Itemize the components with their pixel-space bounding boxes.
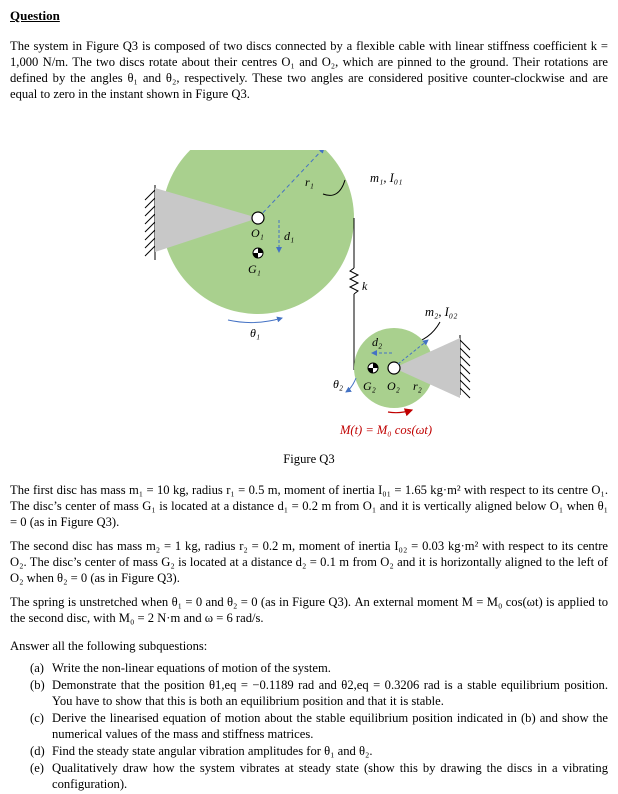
answer-intro: Answer all the following subquestions: xyxy=(10,639,208,653)
disc1-paragraph: The first disc has mass m₁ = 10 kg, radius r₁ = 0.5 m, moment of inertia I₀₁ = 1.65 kg·m² with respect to its centre O₁. The disc’s center of mass G₁ is located at a distance d₁ = 0.2 m from O₁ and it is vertically aligned below O₁ when θ₁ = 0 (as in Figure Q3). xyxy=(10,483,608,529)
subquestion-b xyxy=(30,677,608,709)
theta2-label: θ₂ xyxy=(333,377,344,391)
subquestion-label: (b) xyxy=(30,678,45,692)
d1-label: d₁ xyxy=(284,229,295,243)
subquestion-label: (e) xyxy=(30,761,44,775)
subquestion-e xyxy=(30,760,608,792)
m2-label: m₂, I₀₂ xyxy=(425,305,458,319)
subquestion-label: (a) xyxy=(30,661,44,675)
subquestion-text: Demonstrate that the position θ1,eq = −0.1189 rad and θ2,eq = 0.3206 rad is a stable equilibrium position. You have to show that this is both an equilibrium position and that it is stable. xyxy=(52,678,608,708)
subquestion-text: Qualitatively draw how the system vibrates at steady state (show this by drawing the discs in a vibrating configuration). xyxy=(52,761,608,791)
r1-label: r₁ xyxy=(305,175,314,189)
disc2-paragraph: The second disc has mass m₂ = 1 kg, radius r₂ = 0.2 m, moment of inertia I₀₂ = 0.03 kg·m² with respect to its centre O₂. The disc’s center of mass G₂ is located at a distance d₂ = 0.1 m from O₂ and it is horizontally aligned to the left of O₂ when θ₂ = 0 (as in Figure Q3). xyxy=(10,539,608,585)
subquestion-label: (c) xyxy=(30,711,44,725)
subquestion-c xyxy=(30,710,608,742)
subquestion-text: Derive the linearised equation of motion about the stable equilibrium position indicated in (b) and show the numerical values of the mass and stiffness matrices. xyxy=(52,711,608,741)
d2-label: d₂ xyxy=(372,335,383,349)
subquestion-list xyxy=(30,660,608,793)
figure-caption: Figure Q3 xyxy=(283,452,335,466)
g2-label: G₂ xyxy=(363,379,376,393)
o1-label: O₁ xyxy=(251,226,264,240)
right-ground-hatch xyxy=(460,335,470,398)
subquestion-a xyxy=(30,660,608,676)
subquestion-text: Write the non-linear equations of motion of the system. xyxy=(52,661,331,675)
spring-paragraph: The spring is unstretched when θ₁ = 0 and θ₂ = 0 (as in Figure Q3). An external moment M = M₀ cos(ωt) is applied to the second disc, with M₀ = 2 N·m and ω = 6 rad/s. xyxy=(10,595,608,625)
left-ground-hatch xyxy=(145,185,155,260)
subquestion-text: Find the steady state angular vibration amplitudes for θ₁ and θ₂. xyxy=(52,744,373,758)
theta1-arrow xyxy=(228,318,282,323)
g1-label: G₁ xyxy=(248,262,261,276)
moment-arrow xyxy=(388,410,412,413)
theta1-label: θ₁ xyxy=(250,326,261,340)
figure-q3 xyxy=(0,150,618,450)
o2-label: O₂ xyxy=(387,379,400,393)
k-label: k xyxy=(362,279,368,293)
r2-label: r₂ xyxy=(413,379,422,393)
moment-label: M(t) = M₀ cos(ωt) xyxy=(340,423,433,437)
o1-pin xyxy=(252,212,264,224)
intro-paragraph: The system in Figure Q3 is composed of two discs connected by a flexible cable with linear stiffness coefficient k = 1,000 N/m. The two discs rotate about their centres O₁ and O₂, which are pinned to the ground. Their rotations are defined by the angles θ₁ and θ₂, respectively. These two angles are considered positive counter-clockwise and are equal to zero in the instant shown in Figure Q3. xyxy=(10,39,608,101)
subquestion-d xyxy=(30,743,608,759)
m1-label: m₁, I₀₁ xyxy=(370,171,403,185)
subquestion-label: (d) xyxy=(30,744,45,758)
question-heading: Question xyxy=(10,8,60,23)
theta2-arrow xyxy=(346,378,356,392)
